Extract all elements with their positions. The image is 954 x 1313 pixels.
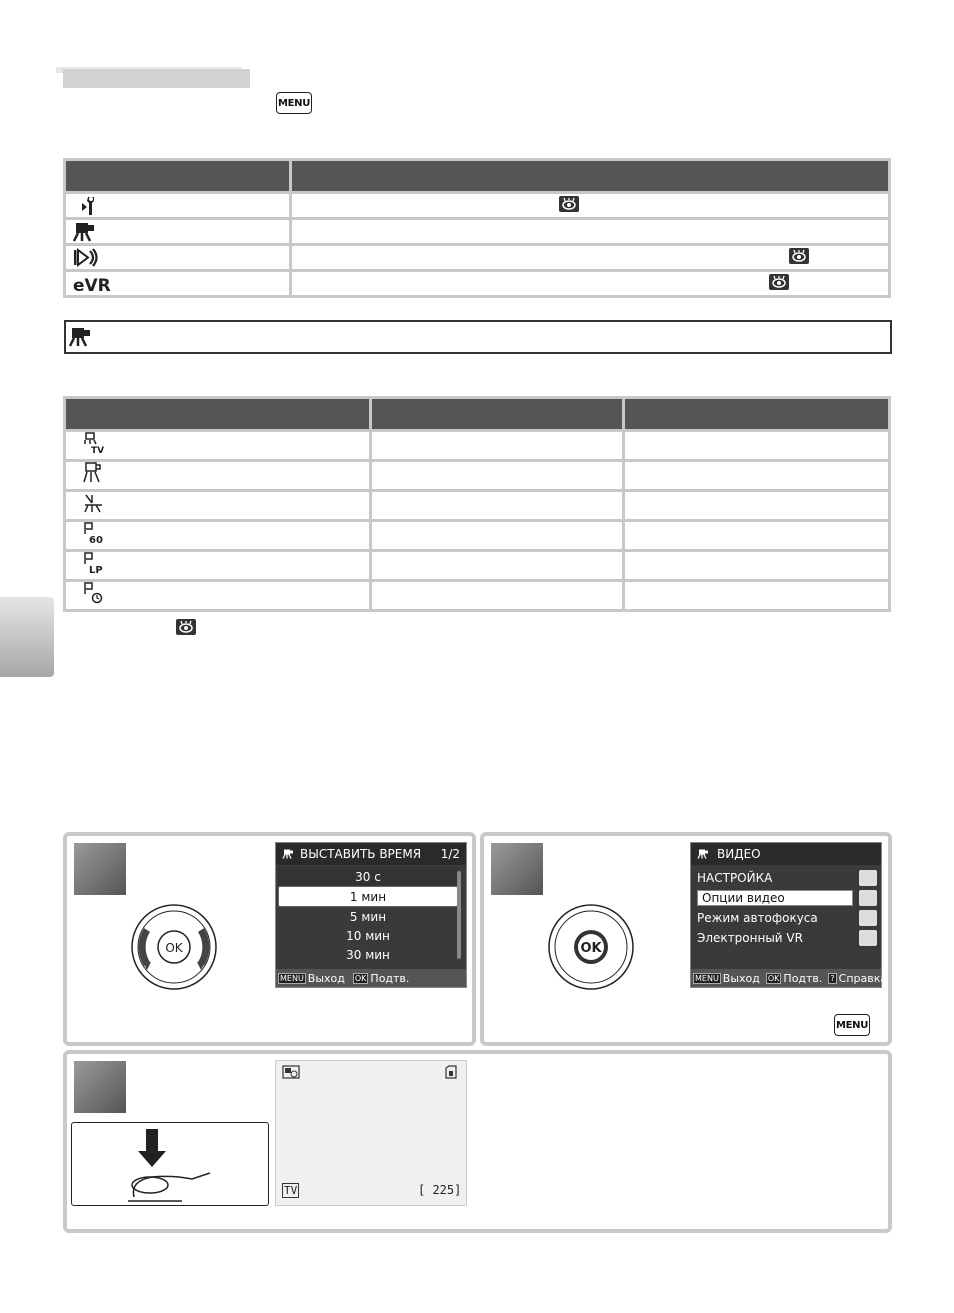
step-number-box (74, 1061, 126, 1113)
lcd-page-indicator: 1/2 (440, 847, 460, 861)
table-row (65, 271, 890, 297)
table-row (65, 193, 890, 219)
svg-text:LP: LP (89, 565, 103, 576)
multi-selector-icon (546, 902, 636, 992)
table-row (65, 551, 890, 581)
menu-button-icon: MENU (276, 92, 312, 114)
frames-remaining: [ 225] (418, 1183, 462, 1197)
eye-reference-icon (176, 619, 196, 635)
smaller-movie-icon (82, 492, 108, 514)
movie-icon (72, 221, 100, 243)
movie-icon (697, 848, 711, 860)
eye-reference-icon (559, 196, 579, 212)
table-header-cell (371, 398, 624, 431)
table-row (65, 581, 890, 611)
time-option[interactable]: 1 мин (278, 886, 458, 907)
timelapse-movie-icon (282, 1065, 300, 1079)
help-key-label: ? (830, 973, 835, 983)
lcd-title-bar (276, 843, 466, 865)
table-header-cell (291, 160, 890, 193)
ok-key-label: OK (767, 973, 780, 983)
scrollbar[interactable] (457, 871, 461, 959)
table-header-cell (65, 160, 291, 193)
table-header-cell (624, 398, 890, 431)
evr-icon (72, 273, 111, 296)
tv-movie-icon (82, 432, 108, 454)
shutter-press-illustration (71, 1122, 269, 1206)
menu-item[interactable] (691, 888, 881, 908)
ok-key-label: OK (354, 973, 367, 983)
ok-button-label: OK (580, 941, 602, 956)
exit-label: Выход (722, 971, 760, 985)
lcd-footer (276, 969, 466, 987)
lcd-set-time-screen (275, 842, 467, 988)
step-panel-2 (480, 832, 892, 1046)
lp-movie-icon (82, 552, 108, 574)
table-row (65, 431, 890, 461)
svg-text:60: 60 (89, 535, 103, 546)
menu-item-label: Электронный VR (697, 931, 803, 945)
menu-item-label: Опции видео (697, 890, 853, 906)
lcd-shooting-screen (275, 1060, 467, 1206)
time-option[interactable]: 30 с (278, 867, 458, 886)
memory-card-icon (444, 1065, 458, 1079)
menu-overview-table (63, 158, 891, 298)
menu-key-label: MENU (280, 973, 304, 983)
table-row (65, 521, 890, 551)
menu-item[interactable] (691, 928, 881, 948)
movie-options-table (63, 396, 891, 612)
table-row (65, 461, 890, 491)
time-option[interactable]: 5 мин (278, 907, 458, 926)
press-shutter-icon (72, 1123, 268, 1205)
help-label: Справка (838, 971, 888, 985)
lcd-footer (691, 969, 888, 987)
svg-text:eVR: eVR (73, 275, 111, 296)
movie-60-icon (82, 522, 108, 544)
multi-selector-icon (129, 902, 219, 992)
lcd-title-bar (691, 843, 881, 865)
mode-indicator: TV (284, 1184, 298, 1197)
menu-button-icon: MENU (834, 1014, 870, 1036)
time-option[interactable]: 10 мин (278, 926, 458, 945)
setup-icon (859, 870, 877, 886)
ok-button-label: OK (165, 941, 183, 955)
autofocus-icon (859, 910, 877, 926)
exit-label: Выход (307, 971, 345, 985)
step-panel-1 (63, 832, 476, 1046)
table-header-cell (65, 398, 371, 431)
eye-reference-icon (789, 248, 809, 264)
menu-item[interactable] (691, 908, 881, 928)
movie-icon (68, 324, 96, 350)
setup-icon (72, 195, 100, 217)
step-number-box (74, 843, 126, 895)
step-number-box (491, 843, 543, 895)
lcd-video-menu-screen (690, 842, 888, 988)
movie-options-section-header (64, 320, 892, 354)
lcd-title: ВЫСТАВИТЬ ВРЕМЯ (300, 847, 422, 861)
menu-key-label: MENU (695, 973, 719, 983)
eye-reference-icon (769, 274, 789, 290)
menu-item-label: Режим автофокуса (697, 911, 818, 925)
timelapse-movie-icon (82, 582, 108, 604)
table-row (65, 491, 890, 521)
confirm-label: Подтв. (783, 971, 823, 985)
movie-icon (282, 848, 296, 860)
menu-item[interactable] (691, 868, 881, 888)
table-row (65, 219, 890, 245)
small-movie-icon (82, 462, 108, 484)
lcd-title: ВИДЕО (717, 847, 761, 861)
svg-text:TV: TV (91, 446, 105, 456)
playback-icon (72, 247, 104, 269)
table-row (65, 245, 890, 271)
frames-count: 225 (432, 1183, 455, 1197)
step-panel-3 (63, 1050, 892, 1233)
chapter-side-tab (0, 597, 54, 677)
menu-item-label: НАСТРОЙКА (697, 871, 773, 885)
movie-options-icon (859, 890, 877, 906)
evr-icon (859, 930, 877, 946)
time-option[interactable]: 30 мин (278, 945, 458, 964)
confirm-label: Подтв. (370, 971, 410, 985)
section-header-bar (63, 69, 250, 88)
